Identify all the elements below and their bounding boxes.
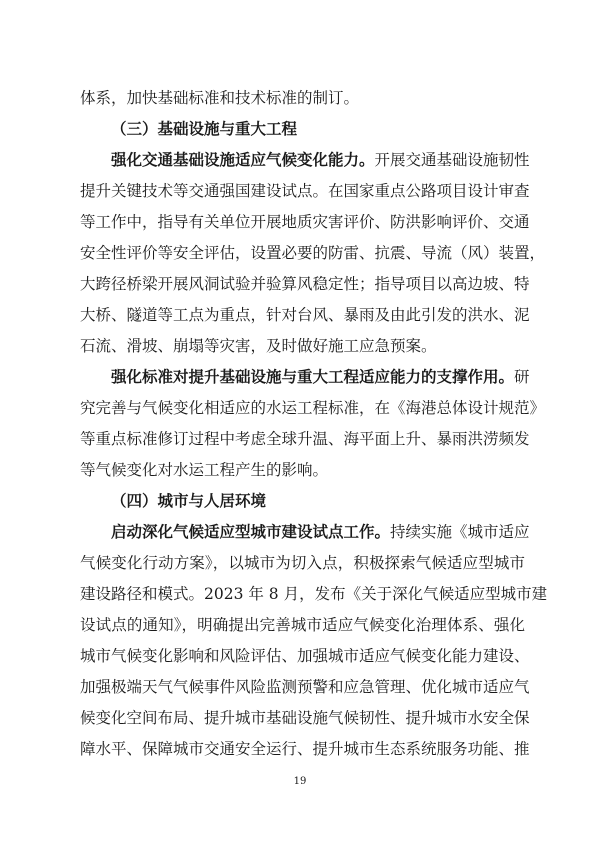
paragraph-first-line — [111, 522, 530, 542]
page-number: 19 — [293, 776, 307, 787]
paragraph-line: 气候变化行动方案》，以城市为切入点，积极探索气候适应型城市 — [80, 554, 525, 572]
paragraph-line: 大跨径桥梁开展风洞试验并验算风稳定性；指导项目以高边坡、特 — [80, 275, 530, 293]
paragraph-line: 候变化空间布局、提升城市基础设施气候韧性、提升城市水安全保 — [80, 709, 530, 727]
paragraph-lead: 强化交通基础设施适应气候变化能力。 — [111, 151, 375, 169]
paragraph-line: 究完善与气候变化相适应的水运工程标准，在《海港总体设计规范》 — [80, 399, 546, 417]
paragraph-line: 大桥、隧道等工点为重点，针对台风、暴雨及由此引发的洪水、泥 — [80, 306, 530, 324]
paragraph-line: 体系，加快基础标准和技术标准的制订。 — [80, 89, 360, 107]
paragraph-line: 提升关键技术等交通强国建设试点。在国家重点公路项目设计审查 — [80, 182, 530, 200]
paragraph-first-line — [111, 150, 530, 170]
paragraph-line: 障水平、保障城市交通安全运行、提升城市生态系统服务功能、推 — [80, 740, 530, 758]
paragraph-first-line — [111, 367, 530, 387]
paragraph-line: 等工作中，指导有关单位开展地质灾害评价、防洪影响评价、交通 — [80, 213, 530, 231]
paragraph-text: 研 — [514, 368, 530, 386]
paragraph-line: 等重点标准修订过程中考虑全球升温、海平面上升、暴雨洪涝频发 — [80, 430, 530, 448]
paragraph-text: 持续实施《城市适应 — [390, 523, 530, 541]
paragraph-line: 建设路径和模式。2023 年 8 月，发布《关于深化气候适应型城市建 — [80, 585, 548, 603]
paragraph-line: 等气候变化对水运工程产生的影响。 — [80, 461, 329, 479]
paragraph-line: 城市气候变化影响和风险评估、加强城市适应气候变化能力建设、 — [80, 647, 530, 665]
paragraph-lead: 强化标准对提升基础设施与重大工程适应能力的支撑作用。 — [111, 368, 515, 386]
paragraph-lead: 启动深化气候适应型城市建设试点工作。 — [111, 523, 391, 541]
paragraph-line: 加强极端天气气候事件风险监测预警和应急管理、优化城市适应气 — [80, 678, 530, 696]
section-heading-3: （三）基础设施与重大工程 — [111, 120, 298, 138]
paragraph-line: 石流、滑坡、崩塌等灾害，及时做好施工应急预案。 — [80, 337, 437, 355]
paragraph-line: 设试点的通知》，明确提出完善城市适应气候变化治理体系、强化 — [80, 616, 525, 634]
paragraph-line: 安全性评价等安全评估，设置必要的防雷、抗震、导流（风）装置， — [80, 244, 546, 262]
section-heading-4: （四）城市与人居环境 — [111, 492, 267, 510]
paragraph-text: 开展交通基础设施韧性 — [374, 151, 530, 169]
